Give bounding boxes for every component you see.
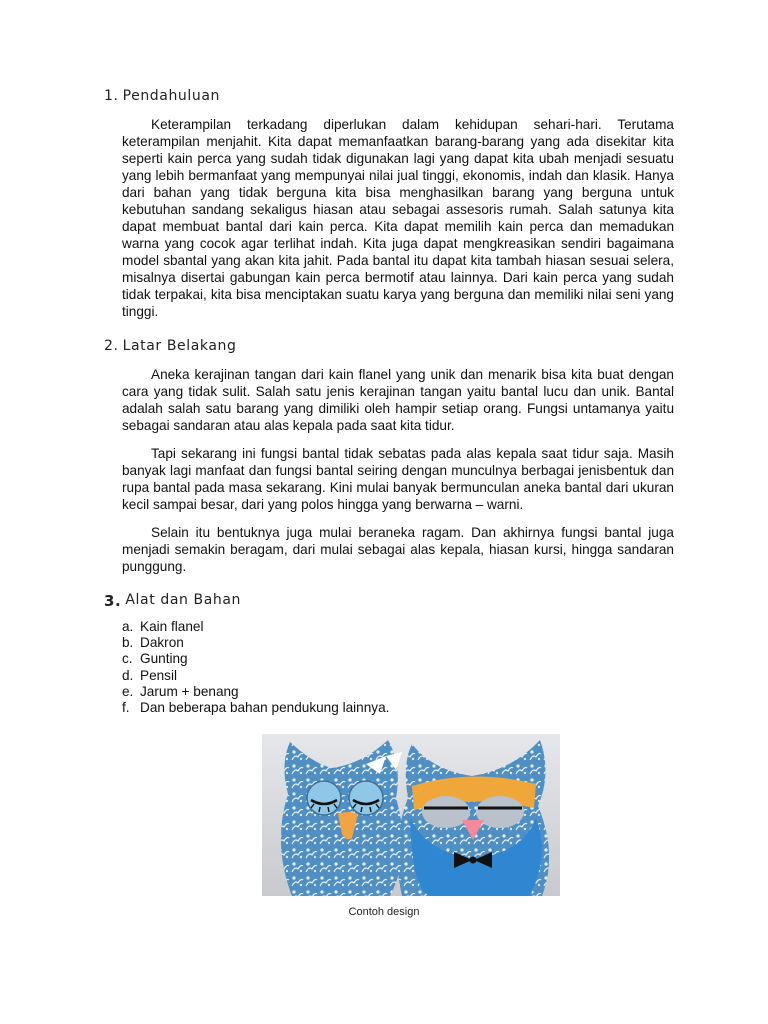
list-marker: c. bbox=[122, 651, 133, 667]
list-marker: a. bbox=[122, 619, 134, 634]
paragraph bbox=[122, 524, 674, 575]
section-title: Pendahuluan bbox=[122, 88, 221, 104]
paragraph-text: Selain itu bentuknya juga mulai beraneka ragam. Dan akhirnya fungsi bantal juga menjadi semakin beragam, dari mulai sebagai alas kepala, hiasan kursi, hingga sandaran punggung. bbox=[122, 525, 674, 574]
paragraph-text: Tapi sekarang ini fungsi bantal tidak sebatas pada alas kepala saat tidur saja. Masih banyak lagi manfaat dan fungsi bantal seiring dengan munculnya berbagai jenisbentuk dan rupa bantal pada masa sekarang. Kini mulai banyak bermunculan aneka bantal dari ukuran kecil sampai besar, dari yang polos hingga yang berwarna – warni. bbox=[122, 446, 674, 512]
list-item-text: Gunting bbox=[140, 651, 188, 667]
list-item-text: Pensil bbox=[140, 667, 178, 683]
list-item bbox=[122, 668, 389, 684]
section-heading-latar-belakang bbox=[104, 338, 237, 354]
owl-pillows-photo bbox=[262, 734, 560, 896]
list-marker: d. bbox=[122, 667, 134, 683]
materials-list bbox=[122, 619, 389, 716]
paragraph-text: Keterampilan terkadang diperlukan dalam kehidupan sehari-hari. Terutama keterampilan menjahit. Kita dapat memanfaatkan barang-barang yang ada disekitar kita seperti kain perca yang sudah tidak digunakan lagi yang dapat kita ubah menjadi sesuatu yang lebih bermanfaat yang mempunyai nilai jual tinggi, ekonomis, indah dan klasik. Hanya dari bahan yang tidak berguna kita bisa menghasilkan barang yang berguna untuk kebutuhan sandang sekaligus hiasan atau sebagai assesoris rumah. Salah satunya kita dapat membuat bantal dari kain perca. Kita dapat memilih kain perca dan memadukan warna yang cocok agar terlihat indah. Kita juga dapat mengkreasikan sendiri bagaimana model sbantal yang akan kita jahit. Pada bantal itu dapat kita tambah hiasan sesuai selera, misalnya disertai gabungan kain perca bermotif atau lainnya. Dari kain perca yang sudah tidak terpakai, kita bisa menciptakan suatu karya yang berguna dan memiliki nilai seni yang tinggi. bbox=[122, 117, 674, 319]
paragraph bbox=[122, 116, 674, 320]
section-number: 3. bbox=[104, 592, 122, 610]
paragraph bbox=[122, 366, 674, 434]
section-title: Alat dan Bahan bbox=[125, 592, 242, 608]
section-number: 1. bbox=[104, 88, 119, 104]
list-item bbox=[122, 684, 389, 700]
list-item bbox=[122, 635, 389, 651]
list-marker: e. bbox=[122, 683, 134, 699]
paragraph bbox=[122, 445, 674, 513]
list-item bbox=[122, 619, 389, 635]
section-title: Latar Belakang bbox=[122, 338, 237, 354]
figure-caption: Contoh design bbox=[348, 906, 420, 918]
section-heading-alat-dan-bahan bbox=[104, 592, 241, 610]
paragraph-text: Aneka kerajinan tangan dari kain flanel yang unik dan menarik bisa kita buat dengan cara yang tidak sulit. Salah satu jenis kerajinan tangan yaitu bantal lucu dan unik. Bantal adalah salah satu barang yang dimiliki oleh hampir setiap orang. Fungsi untamanya yaitu sebagai sandaran atau alas kepala pada saat kita tidur. bbox=[122, 367, 674, 433]
list-item-text: Jarum + benang bbox=[140, 683, 239, 699]
list-item-text: Dakron bbox=[140, 635, 184, 651]
list-item bbox=[122, 700, 389, 716]
list-marker: f. bbox=[122, 700, 130, 716]
section-heading-pendahuluan bbox=[104, 88, 220, 104]
list-item-text: Kain flanel bbox=[140, 619, 204, 634]
section-number: 2. bbox=[104, 338, 119, 354]
list-marker: b. bbox=[122, 635, 134, 651]
list-item-text: Dan beberapa bahan pendukung lainnya. bbox=[140, 700, 390, 716]
list-item bbox=[122, 651, 389, 667]
